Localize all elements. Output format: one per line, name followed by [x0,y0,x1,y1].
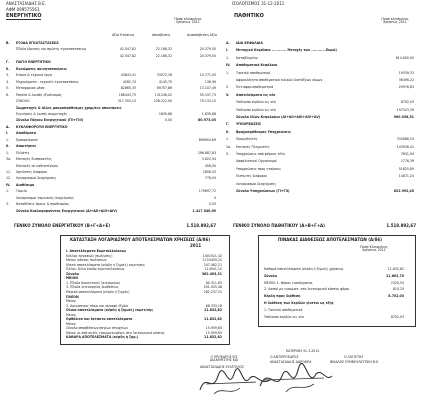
assets-row-value: 22.168,32 [155,47,172,52]
assets-row-value: 4282,74 [122,79,136,84]
assets-row-label: Εμπορεύματα [16,137,38,142]
assets-row-value: 42.547,82 [119,53,136,58]
signature-2-image [256,362,336,396]
liabilities-row-label: Πιστωτές διάφοροι [236,174,267,179]
assets-row-label: Χρεώστες διάφοροι [16,170,48,174]
assets-row-value: 55.197,73 [199,92,216,97]
assets-row-value: 0,00 [164,118,172,123]
assets-row-value: 79.133,15 [199,99,216,104]
liabilities-row-label: Υπόλοιπο κερδών εις νέο [236,107,276,112]
assets-row-value: 0 [213,195,216,200]
assets-row-label: Μεταφορικά μέσα [16,86,45,91]
assets-row-value: 42.547,82 [119,47,136,52]
liabilities-row-value: 7631,94 [400,152,414,156]
assets-row-code: 6. [6,92,10,97]
assets-row-value: 43843,41 [120,73,136,78]
company-name: ΑΝΑΣΤΑΣΙΑΔΗΣ Β.Ε. [6,1,46,6]
income-row-label: ΜΕΙΟΝ [66,276,78,281]
assets-row-code: 1. [6,150,10,155]
assets-row-value: 1.839,88 [201,111,216,116]
income-row-value: 282.237,31 [203,289,222,294]
liabilities-row-value: 614.600,00 [395,55,414,60]
income-row-label: Σύνολο αποσβέσεων παγίων στοιχείων [66,326,128,331]
income-row-value: 11.832,82 [204,308,222,313]
assets-grand-total: 1.518.892,67 [186,223,216,228]
liabilities-row-label: Σύνολο Υποχρεώσεων (ΓΙ+ΓΙΙ) [236,189,290,193]
income-row-label: Μείον: [66,321,77,326]
assets-row-value: 10.771,05 [199,73,216,78]
liabilities-row-label: ΙΔΙΑ ΚΕΦΑΛΑΙΑ [236,41,263,45]
distribution-row-label: Υπόλοιπο κερδών εις νέο [264,314,304,319]
income-row-label: Πλέον: Άλλα έσοδα εκμεταλλεύσεως [66,267,125,272]
liabilities-row-label: Αποθεματικά Κεφάλαια [236,63,278,68]
liabilities-row-label: ΥΠΟΧΡΕΩΣΕΙΣ [236,122,262,127]
distribution-row-label: Σύνολο [264,273,277,278]
distribution-row-value: 11.602,70 [386,273,404,278]
liabilities-row-code: ΙΙ. [226,129,230,134]
assets-row-code: ΙΙ. [6,66,10,71]
liabilities-row-value: 8702,03 [400,100,414,105]
distribution-row-label: Η διάθεση των Κερδών γίνεται ως εξής [264,301,334,305]
income-year: 2011 [190,243,202,248]
income-row-label: Ορθόλιτα και έκτακτα αποτελέσματα [66,317,133,322]
assets-row-value: 136,99 [204,79,216,84]
income-row-value: 68.333,18 [205,303,222,308]
liabilities-row-code: Ι. [226,48,229,53]
income-row-label: Μείον: [66,299,77,304]
distribution-row-label: Κέρδη προς διάθεση [264,294,301,299]
liabilities-row-value: 29976,83 [398,85,414,90]
income-row-label: Μείον: κόστος πωλήσεων [66,258,107,263]
assets-row-value: 1856,43 [202,170,216,174]
assets-row-code: 3α. [6,157,12,162]
assets-row-label: ΠΑΓΙΟ ΕΝΕΡΓΗΤΙΚΟ [16,60,51,65]
liabilities-row-value: 19539,33 [398,70,414,75]
income-row-value: 1401921,42 [202,253,222,258]
distribution-row-label: Καθαρά αποτελέσματα (κέρδη ή ζημιές) χρήσεως [264,267,344,271]
assets-row-label: Επιταγές σε καθυστέρηση [16,163,58,168]
assets-row-code: 3. [6,202,10,207]
assets-row-label: Πελάτες [16,150,30,155]
assets-row-value: 131246,02 [154,92,172,97]
liabilities-row-value: 332688,34 [396,137,414,142]
assets-row-label: Κτίρια & τεχνικά έργα [16,73,52,78]
assets-row-label: Λογαριασμοί διαχείρισης [16,176,57,181]
liabilities-row-code: Α. [226,41,230,45]
assets-row-label: ΣΥΝΟΛΟ [16,99,30,104]
assets-row-value: 3.622,94 [201,157,216,162]
income-row-label: 3. Χρεωστικοί τόκοι και συναφή έξοδα [66,303,128,308]
liabilities-row-code: 1. [226,70,230,75]
liabilities-row-value: 143938,41 [396,144,414,149]
income-row-label: Μερικά αποτελέσματα (κέρδη ή ζημιές) [66,289,130,294]
distribution-row-value: 2320,54 [390,280,404,285]
assets-row-code: 1. [6,189,10,194]
assets-row-label: Διαθέσιμα [16,182,35,187]
liabilities-row-code: 1. [226,55,230,60]
assets-row-code: IV. [6,182,11,187]
assets-row-code: Γ. [6,60,10,65]
income-row-label: Μείον: [66,312,77,317]
liabilities-row-value: 51625,89 [398,166,414,171]
income-row-label: Μικτά αποτελέσματα (κέρδη ή ζημιές) εκμετ/σης [66,262,145,267]
liabilities-row-label: Λογαριασμοί διαχείρισης [236,181,277,186]
assets-row-code: 1. [6,137,10,142]
assets-row-value: 186443,75 [118,92,136,97]
distribution-row-label: 1. Τακτικό αποθεματικό [264,307,303,312]
assets-title: ΕΝΕΡΓΗΤΙΚΟ [6,13,42,19]
assets-row-label: Σύνολο Κυκλοφορούντος Ενεργητικού (ΔΙ+ΔΙΙ+ΔΙΙΙ+ΔΙV) [16,208,118,213]
assets-row-code: Δ. [6,124,10,129]
distribution-row-value: 8.702,03 [388,294,404,299]
liabilities-row-label: Τακτικό αποθεματικό [236,70,271,75]
assets-row-label: Έπιπλα & λοιπός εξοπλισμός [16,92,62,97]
assets-row-code: ΙΙ. [6,144,10,149]
assets-row-code: 3. [6,73,10,78]
liabilities-grand-total: 1.518.892,67 [386,223,416,228]
liabilities-row-label: Ασφαλιστικοί Οργανισμοί [236,159,277,164]
assets-row-value: 82865,35 [120,86,136,91]
assets-col-3: Αναπόσβεστη Αξία [187,33,217,37]
assets-row-value: 296.887,83 [197,150,216,155]
distribution-row-value: 810,25 [392,287,404,292]
assets-row-label: Σύνολο Πάγιου Ενεργητικού (ΓΙΙ+ΓΙΙΙ) [16,118,84,123]
income-title: ΚΑΤΑΣΤΑΣΗ ΛΟΓΑΡΙΑΣΜΟΥ ΑΠΟΤΕΛΕΣΜΑΤΩΝ ΧΡΗΣΕΩΣ (Α/86) [70,237,211,242]
signer-1-name: ΑΝΑΣΤΑΣΙΑΔΗΣ ΕΥΑΓΓΕΛΟΣ [200,365,245,369]
signer-3-name: ΒΙΚΑΛΗΣ ΣΥΜΒΟΥΛΕΥΤΙΚΗ Β.Ε. [330,360,380,364]
liabilities-row-value: 36496,22 [398,78,414,82]
income-row-value: 362.403,31 [201,271,222,276]
income-row-value: 247.462,21 [203,262,222,267]
liabilities-row-code: 5. [226,152,230,156]
liabilities-row-value: 14871,24 [398,174,414,179]
liabilities-row-value: 900.038,51 [393,115,414,119]
income-row-label: ΚΑΘΑΡΑ ΑΠΟΤΕΛΕΣΜΑΤΑ (κέρδη ή ζημ.) [66,335,139,340]
assets-row-label: Μηχανήματα - τεχνικές εγκαταστάσεις [16,79,80,84]
assets-row-value: 20.379,50 [199,53,216,58]
assets-row-code: 5. [6,86,10,91]
assets-row-value: 4145,75 [158,79,172,84]
assets-row-value: 20.379,50 [199,47,216,52]
assets-row-value: 69757,86 [156,86,172,91]
income-row-label: Σύνολο [66,271,79,276]
assets-grand-total-label: ΓΕΝΙΚΟ ΣΥΝΟΛΟ ΕΝΕΡΓΗΤΙΚΟΥ (Β+Γ+Δ+Ε) [14,223,111,228]
distribution-head: Ποσά Κλεισμένης Χρήσεως 2011 [360,245,388,253]
assets-col-2: Αποσβέσεις [152,33,171,37]
signer-3-role: Ο ΛΟΓΙΣΤΗΣ [344,355,364,359]
liabilities-row-value: 1776,39 [400,159,414,164]
distribution-title: ΠΙΝΑΚΑΣ ΔΙΑΘΕΣΕΩΣ ΑΠΟΤΕΛΕΣΜΑΤΩΝ (Α/86) [278,237,382,242]
income-row-value: 15.959,65 [205,330,222,335]
assets-row-label: Ενσώματες ακινητοποιήσεις [16,66,67,71]
distribution-row-label: 2. Λοιποί μη ενσωματ. στο λειτουργικό κόστος φόροι [264,287,350,292]
assets-row-label: Επιταγές Εισπρακτέες [16,157,52,162]
liabilities-row-code: Γ. [226,122,230,127]
liabilities-row-label: Βραχυπρόθεσμες Υποχρεώσεις [236,129,291,134]
assets-row-code: 4. [6,79,10,84]
assets-col-1: Αξία Κτήσεως [112,33,135,37]
assets-row-code: Ι. [6,131,9,136]
liabilities-row-label: Έκτ.αφορ.αποθεματικά [236,85,274,90]
assets-row-value: 22.168,32 [155,53,172,58]
assets-row-label: Συμμετοχές & άλλες μακροπρόθεσμες χρημ/κες απαιτήσεις [16,105,122,110]
income-row-label: Ι. Αποτελέσματα Εκμεταλλεύσεως [66,249,127,253]
assets-row-value: 33072,36 [156,73,172,78]
assets-row-value: 5,55 [208,202,216,207]
assets-row-value: 80.973,03 [198,118,216,123]
distribution-row-label: ΜΕΙΟΝ: 1. Φόρος εισοδήματος [264,280,313,285]
liabilities-period-head: Ποσά κλεισμένης Χρήσεως 2011 [381,17,409,25]
liabilities-title: ΠΑΘΗΤΙΚΟ [234,13,264,19]
liabilities-row-label: Υποχρεώσεις από φόρους τέλη [236,152,286,156]
liabilities-row-label: Υπόλοιπο κερδών εις νέο [236,100,276,105]
liabilities-row-value: 197523,39 [396,107,414,112]
liabilities-row-label: Επιταγές Πληρωτέες [236,144,270,149]
income-row-value: 114941,10 [204,267,222,272]
liabilities-row-label: Προμηθευτές [236,137,258,142]
liabilities-row-label: Αφορολόγητα αποθεματικά ειδικών διατάξεων νόμων [236,78,323,82]
liabilities-grand-total-label: ΓΕΝΙΚΟ ΣΥΝΟΛΟ ΠΑΘΗΤΙΚΟΥ (Α+Β+Γ+Δ) [233,223,325,228]
assets-row-label: Καταθέσεις όψεως & προθεσμίας [16,202,70,207]
assets-row-label: ΚΥΚΛΟΦΟΡΟΥΝ ΕΝΕΡΓΗΤΙΚΟ [16,124,68,129]
income-row-label: Κύκλος εργασιών (πωλήσεις) [66,253,113,258]
assets-row-value: 238.222,00 [153,99,172,104]
liabilities-row-label: Υποχρεώσεις προς εταίρους [236,166,282,171]
signer-1-role: Ο ΠΡΟΕΔΡΟΣ ΕΙΣ ΔΙΑΧΕΙΡΙΣΤΗΣ ΚΑΙ [210,355,238,363]
income-row-label: 3. Έξοδα λειτουργίας διαθέσεως [66,285,119,290]
income-row-value: 201.925,48 [203,285,222,290]
assets-row-value: 899654,69 [198,137,216,142]
assets-row-label: ΕΞΟΔΑ ΕΓΚΑΤΑΣΤΑΣΕΩΣ [16,41,59,45]
assets-row-code: Β. [6,41,10,45]
assets-row-label: Αποθέματα [16,131,36,136]
income-row-value: 15.959,65 [205,326,222,331]
income-row-label: 1. Έξοδα διοικητικής λειτουργίας [66,280,121,285]
assets-row-value: 13.107,49 [199,86,216,91]
assets-row-value: 1839,88 [158,111,172,116]
income-row-value: 80.311,83 [205,280,222,285]
assets-row-value: 179697,72 [198,189,216,194]
assets-row-label: Λογαριασμοί ταμειακής διαχείρισης [16,195,74,200]
distribution-row-value: 8702,03 [390,314,404,319]
liabilities-row-label: Αποτελέσματα εις νέο [236,92,276,97]
assets-period-head: Ποσά κλεισμένης Χρήσεως 2011 [174,17,202,25]
assets-row-value: 1.417.540,09 [192,208,216,213]
distribution-row-value: 11.832,82 [387,267,404,271]
liabilities-row-code: V. [226,92,230,97]
liabilities-row-code: 5. [226,85,230,90]
balance-date: ΙΣΟΛΟΓΙΣΜΟΣ 31-12-2011 [232,1,285,6]
liabilities-row-label: Σύνολο Ιδίων Κεφαλαίων (ΑΙ+ΑΙΙ+ΑΙΙΙ+ΑΙV+ΑV) [236,115,321,119]
assets-row-value: 317.355,15 [117,99,136,104]
assets-row-label: Έξοδα ίδρυσης και πρώτης εγκαταστάσεως [16,47,87,52]
assets-row-label: Εγγυήσεις & λοιπές συμμετοχές [16,111,68,116]
income-row-label: ΠΛΕΟΝ [66,294,79,299]
income-row-value: 11.832,82 [204,335,222,340]
liabilities-row-label: Καταβλημένο [236,55,258,60]
liabilities-row-value: 622.992,45 [393,189,414,193]
liabilities-row-code: ΙV. [226,63,231,68]
assets-row-code: 12. [6,176,12,181]
liabilities-row-label: Μετοχικό Κεφάλαιο ............ Μετοχές των ............Ευρώ) [236,48,337,53]
assets-row-value: 456,00 [204,163,216,168]
assets-row-value: 776,04 [204,176,216,181]
assets-row-label: Ταμείο [16,189,27,194]
income-row-label: Ολικά αποτελέσματα (κέρδη ή ζημιές) εκμετ/σης [66,308,154,313]
assets-row-label: Απαιτήσεις [16,144,37,149]
income-row-value: 11.832,82 [204,317,222,322]
liabilities-row-code: 1. [226,137,230,142]
liabilities-row-code: 2α. [226,144,232,149]
assets-row-code: 11. [6,170,12,174]
signer-2-name: ΑΝΑΣΤΑΣΙΑΔΗΣ ΔΩΡΟΘΕΑ [270,360,312,364]
company-afm: ΑΦΜ 099575561 [6,7,40,12]
place-date: ΚΑΤΕΡΙΝΗ 31-3-2012 [286,349,320,353]
signer-2-role: Ο ΑΝΤΙΠΡΟΕΔΡΟΣ [270,355,299,359]
income-row-value: 1154459,21 [202,258,222,263]
income-row-label: Μείον: οι από αυτές ενσωματωμένες στο λειτουργικό κόστος [66,330,165,335]
